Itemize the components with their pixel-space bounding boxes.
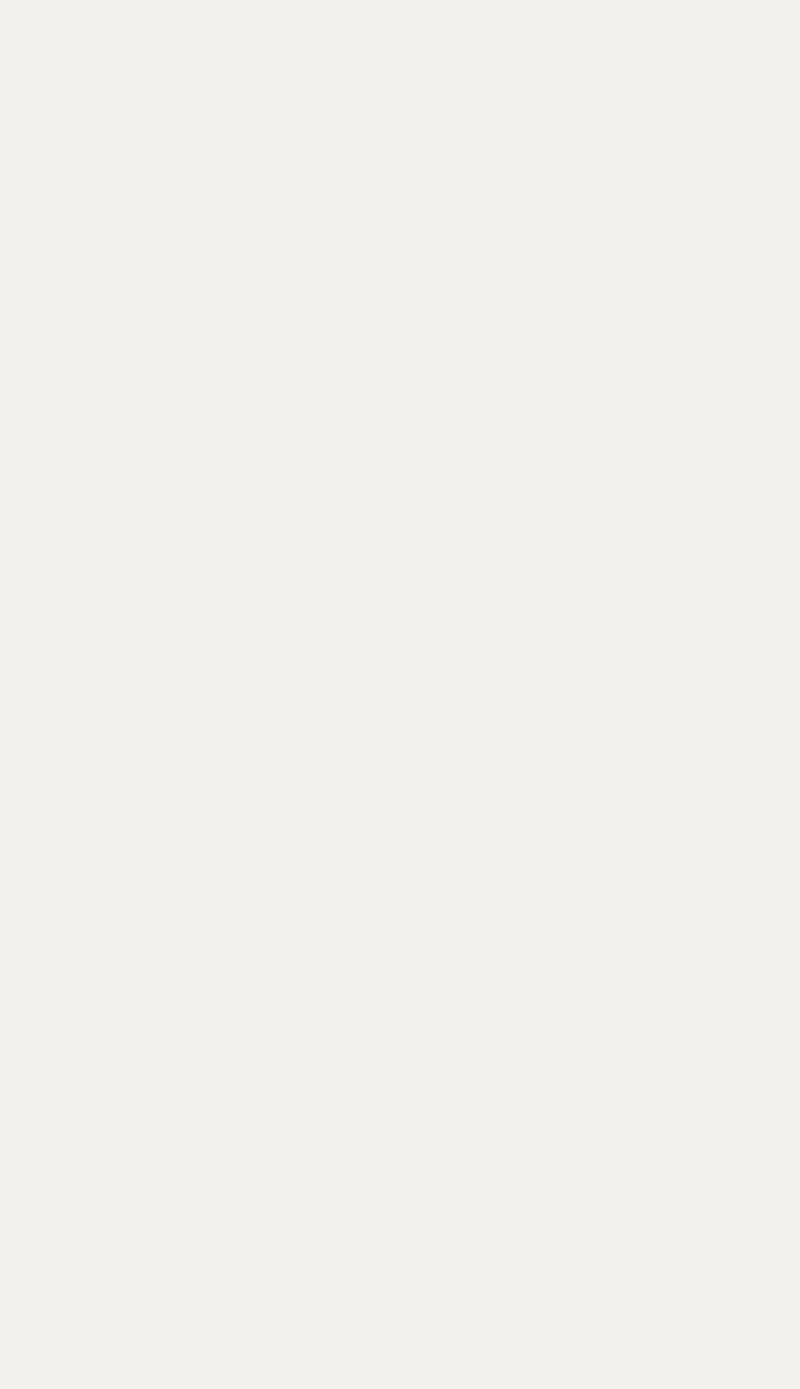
ward-row <box>0 550 800 572</box>
ward-row <box>0 573 800 595</box>
ward-row <box>0 596 800 618</box>
ward-row <box>0 481 800 503</box>
ward-row <box>0 527 800 549</box>
ward-row <box>0 504 800 526</box>
